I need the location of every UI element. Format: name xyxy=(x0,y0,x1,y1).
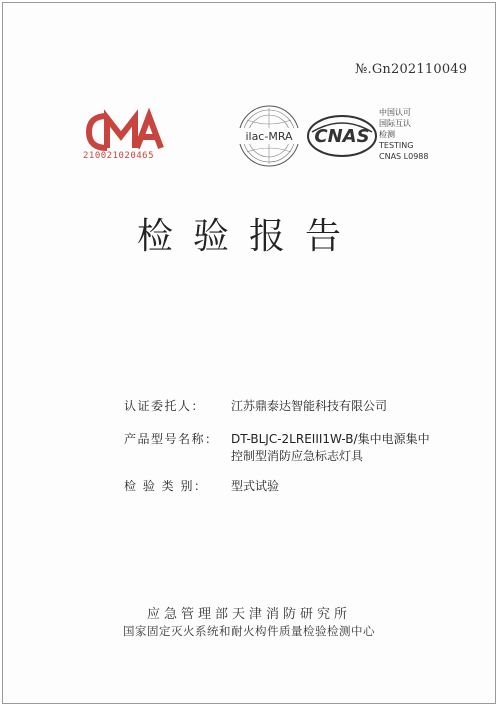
document-page xyxy=(2,2,496,704)
client-label: 认证委托人： xyxy=(124,399,206,413)
cnas-line5: CNAS L0988 xyxy=(379,152,429,161)
report-number: №.Gn202110049 xyxy=(355,62,468,77)
center-name: 国家固定灭火系统和耐火构件质量检验检测中心 xyxy=(123,624,375,638)
type-value: 型式试验 xyxy=(231,479,280,493)
client-value: 江苏鼎泰达智能科技有限公司 xyxy=(231,399,388,413)
cnas-line4: TESTING xyxy=(379,141,414,150)
institute-name: 应急管理部天津消防研究所 xyxy=(146,607,351,622)
cnas-line1: 中国认可 xyxy=(379,108,411,117)
model-value-line2: 控制型消防应急标志灯具 xyxy=(231,449,364,463)
model-value-line1: DT-BLJC-2LREIII1W-B/集中电源集中 xyxy=(231,432,430,446)
ilac-mra-logo-icon xyxy=(233,102,305,170)
cnas-line2: 国际互认 xyxy=(379,119,411,128)
cma-code: 210021020465 xyxy=(83,151,155,161)
svg-text:CNAS: CNAS xyxy=(314,126,370,147)
page-title: 检验报告 xyxy=(136,216,361,257)
model-label: 产品型号名称： xyxy=(124,432,219,446)
cnas-logo-icon xyxy=(306,112,378,160)
cnas-accreditation-text xyxy=(379,107,428,162)
svg-text:ilac-MRA: ilac-MRA xyxy=(245,130,293,143)
cnas-line3: 检测 xyxy=(379,130,395,139)
type-label: 检 验 类 别： xyxy=(124,479,208,493)
